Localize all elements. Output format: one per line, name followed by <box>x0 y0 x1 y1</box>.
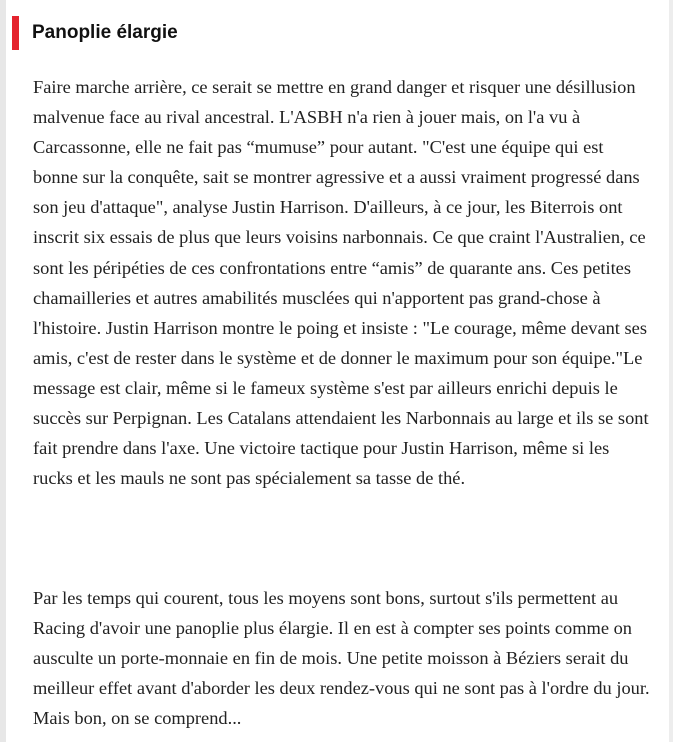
heading-title: Panoplie élargie <box>32 22 178 43</box>
article-paragraph-2: Par les temps qui courent, tous les moyens sont bons, surtout s'ils permettent au Racing d'avoir une panoplie plus élargie. Il en est à compter ses points comme on ausculte un porte-monnaie en fin de mois. Une petite moisson à Béziers serait du meilleur effet avant d'aborder les deux rendez-vous qui ne sont pas à l'ordre du jour. Mais bon, on se comprend... <box>33 588 650 729</box>
section-heading <box>12 16 178 50</box>
heading-accent-bar <box>12 16 19 50</box>
article-paragraph-1: Faire marche arrière, ce serait se mettre en grand danger et risquer une désillusion malvenue face au rival ancestral. L'ASBH n'a rien à jouer mais, on l'a vu à Carcassonne, elle ne fait pas “mumuse” pour autant. "C'est une équipe qui est bonne sur la conquête, sait se montrer agressive et a aussi vraiment progressé dans son jeu d'attaque", analyse Justin Harrison. D'ailleurs, à ce jour, les Biterrois ont inscrit six essais de plus que leurs voisins narbonnais. Ce que craint l'Australien, ce sont les péripéties de ces confrontations entre “amis” de quarante ans. Ces petites chamailleries et autres amabilités musclées qui n'apportent pas grand-chose à l'histoire. Justin Harrison montre le poing et insiste : "Le courage, même devant ses amis, c'est de rester dans le système et de donner le maximum pour son équipe."Le message est clair, même si le fameux système s'est par ailleurs enrichi depuis le succès sur Perpignan. Les Catalans attendaient les Narbonnais au large et ils se sont fait prendre dans l'axe. Une victoire tactique pour Justin Harrison, même si les rucks et les mauls ne sont pas spécialement sa tasse de thé. <box>33 77 649 489</box>
